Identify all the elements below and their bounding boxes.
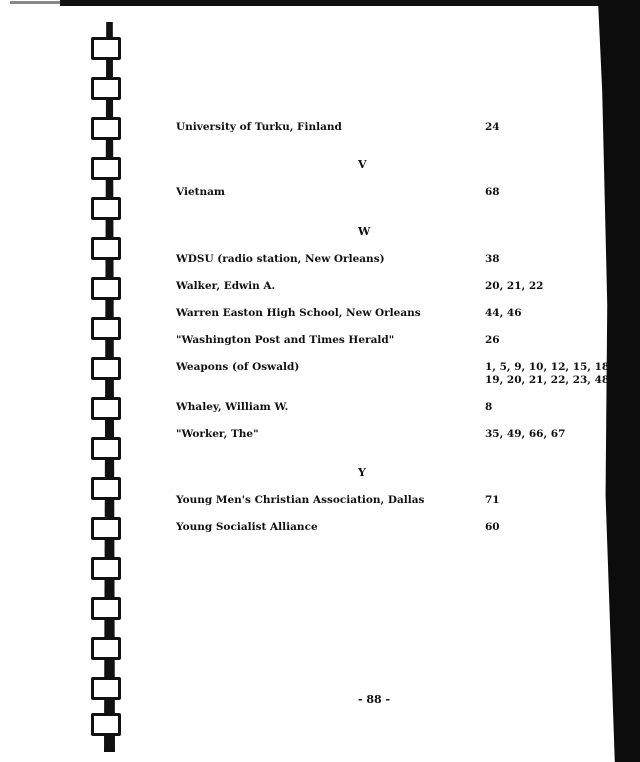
section-letter: Y xyxy=(358,466,366,479)
binding-ring xyxy=(91,357,121,380)
index-entry-term: University of Turku, Finland xyxy=(176,121,342,133)
binding-ring xyxy=(91,637,121,660)
index-entry-term: Vietnam xyxy=(176,186,226,198)
index-entry-pages: 60 xyxy=(485,521,500,533)
binding-ring xyxy=(91,317,121,340)
spiral-binding xyxy=(86,0,136,762)
binding-ring xyxy=(91,713,121,736)
section-letter: V xyxy=(358,158,367,171)
index-entry-pages-continued: 19, 20, 21, 22, 23, 48 xyxy=(485,374,610,386)
binding-ring xyxy=(91,477,121,500)
binding-ring xyxy=(91,677,121,700)
binding-ring xyxy=(91,597,121,620)
index-entry-pages: 1, 5, 9, 10, 12, 15, 18, xyxy=(485,361,613,373)
section-letter: W xyxy=(358,225,371,238)
binding-ring xyxy=(91,197,121,220)
index-entry-term: Young Men's Christian Association, Dallas xyxy=(176,494,425,506)
page-top-edge xyxy=(60,0,635,6)
index-entry-term: WDSU (radio station, New Orleans) xyxy=(176,253,385,265)
binding-ring xyxy=(91,277,121,300)
index-entry-pages: 71 xyxy=(485,494,500,506)
index-entry-pages: 68 xyxy=(485,186,500,198)
binding-ring xyxy=(91,397,121,420)
index-entry-term: Warren Easton High School, New Orleans xyxy=(176,307,421,319)
binding-ring xyxy=(91,117,121,140)
index-entry-pages: 20, 21, 22 xyxy=(485,280,544,292)
index-entry-pages: 44, 46 xyxy=(485,307,522,319)
index-entry-pages: 26 xyxy=(485,334,500,346)
index-entry-term: "Worker, The" xyxy=(176,428,259,440)
binding-ring xyxy=(91,77,121,100)
index-entry-pages: 8 xyxy=(485,401,493,413)
index-entry-pages: 35, 49, 66, 67 xyxy=(485,428,566,440)
index-entry-term: Weapons (of Oswald) xyxy=(176,361,300,373)
binding-ring xyxy=(91,37,121,60)
binding-ring xyxy=(91,237,121,260)
page-number: - 88 - xyxy=(358,693,391,706)
index-entry-pages: 24 xyxy=(485,121,500,133)
binding-ring xyxy=(91,557,121,580)
index-entry-term: Whaley, William W. xyxy=(176,401,289,413)
index-entry-pages: 38 xyxy=(485,253,500,265)
index-entry-term: Young Socialist Alliance xyxy=(176,521,318,533)
binding-ring xyxy=(91,517,121,540)
index-entry-term: "Washington Post and Times Herald" xyxy=(176,334,395,346)
binding-ring xyxy=(91,157,121,180)
index-entry-term: Walker, Edwin A. xyxy=(176,280,276,292)
binding-ring xyxy=(91,437,121,460)
